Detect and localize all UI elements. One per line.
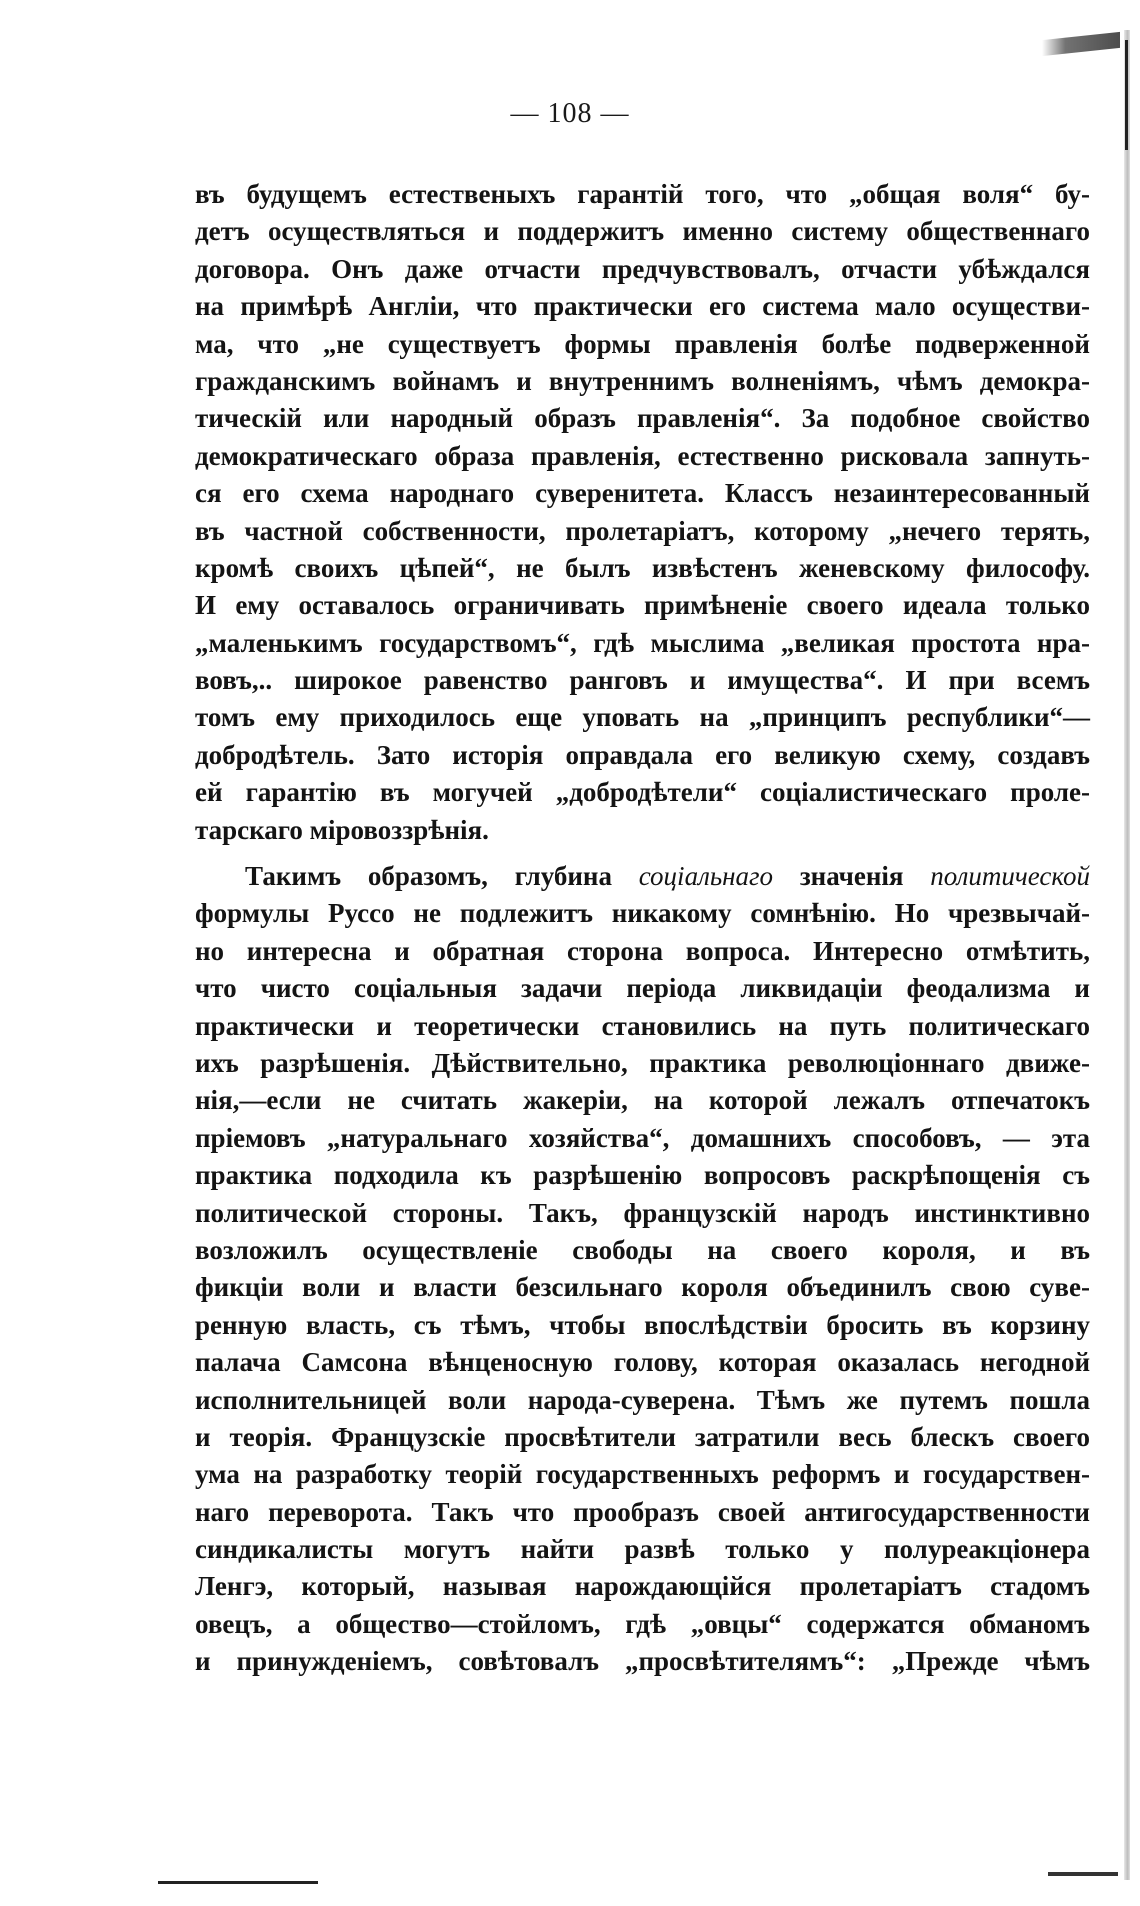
text-line: томъ ему приходилось еще уповать на „принципъ республики“— <box>195 702 1090 733</box>
italic-word-social: соціальнаго <box>638 861 774 892</box>
text-line: демократическаго образа правленія, естественно рисковала запнуть- <box>195 440 1090 471</box>
text-run: Такимъ образомъ, глубина <box>245 861 639 892</box>
text-run: значенія <box>773 861 931 892</box>
text-line: гражданскимъ войнамъ и внутреннимъ волненіямъ, чѣмъ демокра- <box>195 365 1090 396</box>
text-line: тарскаго міровоззрѣнія. <box>195 814 489 845</box>
scan-corner-mark <box>1042 32 1120 56</box>
text-line: формулы Руссо не подлежитъ никакому сомнѣнію. Но чрезвычай- <box>195 898 1090 929</box>
text-line: практика подходила къ разрѣшенію вопросовъ раскрѣпощенія съ <box>195 1160 1090 1191</box>
text-line: договора. Онъ даже отчасти предчувствовалъ, отчасти убѣждался <box>195 253 1090 284</box>
text-line: практически и теоретически становились на путь политическаго <box>195 1010 1090 1041</box>
text-line: ихъ разрѣшенія. Дѣйствительно, практика революціоннаго движе- <box>195 1047 1090 1078</box>
text-line: политической стороны. Такъ, французскій народъ инстинктивно <box>195 1197 1090 1228</box>
text-line: и теорія. Французскіе просвѣтители затратили весь блескъ своего <box>195 1421 1090 1452</box>
text-line: палача Самсона вѣнценосную голову, которая оказалась негодной <box>195 1347 1090 1378</box>
italic-word-political: политической <box>930 861 1090 892</box>
text-line: тическій или народный образъ правленія“. За подобное свойство <box>195 403 1090 434</box>
text-line: И ему оставалось ограничивать примѣненіе своего идеала только <box>195 590 1090 621</box>
paragraph-2 <box>195 858 1090 1681</box>
text-line: овецъ, а общество—стойломъ, гдѣ „овцы“ содержатся обманомъ <box>195 1608 1090 1639</box>
text-line: ума на разработку теорій государственныхъ реформъ и государствен- <box>195 1459 1090 1490</box>
text-line: на примѣрѣ Англіи, что практически его система мало осуществи- <box>195 291 1090 322</box>
paragraph-1 <box>195 176 1090 849</box>
text-line: пріемовъ „натуральнаго хозяйства“, домашнихъ способовъ, — эта <box>195 1122 1090 1153</box>
text-line: что чисто соціальныя задачи періода ликвидаціи феодализма и <box>195 973 1090 1004</box>
text-line: синдикалисты могутъ найти развѣ только у полуреакціонера <box>195 1534 1090 1565</box>
text-line: и принужденіемъ, совѣтовалъ „просвѣтителямъ“: „Прежде чѣмъ <box>195 1646 1090 1677</box>
text-line: ма, что „не существуетъ формы правленія болѣе подверженной <box>195 328 1090 359</box>
paragraph-2-first-line <box>195 858 1090 895</box>
scan-bottom-rule <box>158 1881 318 1884</box>
text-line: Ленгэ, который, называя нарождающійся пролетаріатъ стадомъ <box>195 1571 1090 1602</box>
text-line: въ будущемъ естественыхъ гарантій того, что „общая воля“ бу- <box>195 179 1090 209</box>
text-line: „маленькимъ государствомъ“, гдѣ мыслима „великая простота нра- <box>195 627 1090 658</box>
page-number: — 108 — <box>510 98 630 129</box>
text-line: ся его схема народнаго суверенитета. Классъ незаинтересованный <box>195 478 1090 509</box>
text-line: нія,—если не считать жакеріи, на которой лежалъ отпечатокъ <box>195 1085 1090 1116</box>
scan-right-edge-shadow <box>1125 40 1128 150</box>
text-line: кромѣ своихъ цѣпей“, не былъ извѣстенъ женевскому философу. <box>195 552 1090 583</box>
body-text <box>195 176 1090 1681</box>
text-line: исполнительницей воли народа-суверена. Тѣмъ же путемъ пошла <box>195 1384 1090 1415</box>
text-line: ренную власть, съ тѣмъ, чтобы впослѣдствіи бросить въ корзину <box>195 1309 1090 1340</box>
text-line: фикціи воли и власти безсильнаго короля объединилъ свою суве- <box>195 1272 1090 1303</box>
text-line: возложилъ осуществленіе свободы на своего короля, и въ <box>195 1234 1090 1265</box>
text-line: но интересна и обратная сторона вопроса. Интересно отмѣтить, <box>195 935 1090 966</box>
text-line: добродѣтель. Зато исторія оправдала его великую схему, создавъ <box>195 739 1090 770</box>
paragraph-gap <box>195 849 1090 858</box>
scan-bottom-mark <box>1048 1872 1118 1876</box>
text-line: вовъ,.. широкое равенство ранговъ и имущества“. И при всемъ <box>195 665 1090 696</box>
scan-right-edge <box>1124 30 1130 1880</box>
text-line: ей гарантію въ могучей „добродѣтели“ соціалистическаго проле- <box>195 777 1090 808</box>
text-line: въ частной собственности, пролетаріатъ, которому „нечего терять, <box>195 515 1090 546</box>
text-line: наго переворота. Такъ что прообразъ своей антигосударственности <box>195 1496 1090 1527</box>
text-line: детъ осуществляться и поддержитъ именно систему общественнаго <box>195 216 1090 247</box>
